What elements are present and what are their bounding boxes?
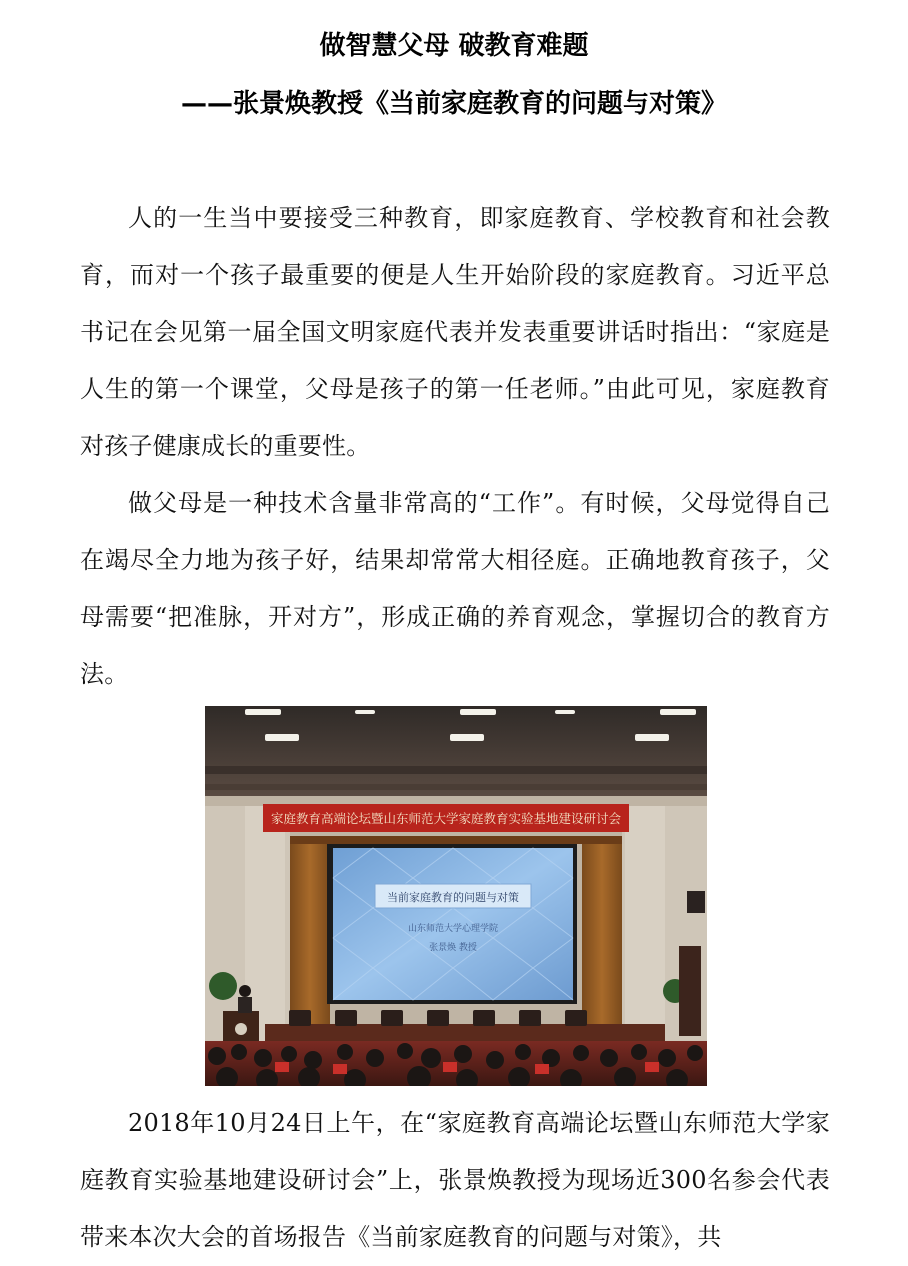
banner-text: 家庭教育高端论坛暨山东师范大学家庭教育实验基地建设研讨会 bbox=[270, 811, 622, 826]
slide-line-1: 山东师范大学心理学院 bbox=[407, 924, 499, 934]
slide-line-2: 张景焕 教授 bbox=[429, 943, 477, 953]
paragraph-intro: 人的一生当中要接受三种教育，即家庭教育、学校教育和社会教育，而对一个孩子最重要的便是人生开始阶段的家庭教育。习近平总书记在会见第一届全国文明家庭代表并发表重要讲话时指出：“家庭是人生的第一个课堂，父母是孩子的第一任老师。”由此可见，家庭教育对孩子健康成长的重要性。 bbox=[80, 204, 830, 460]
page-subtitle: ——张景焕教授《当前家庭教育的问题与对策》 bbox=[180, 89, 727, 119]
conference-photo bbox=[205, 706, 707, 1086]
paragraph-parenting: 做父母是一种技术含量非常高的“工作”。有时候，父母觉得自己在竭尽全力地为孩子好，结果却常常大相径庭。正确地教育孩子，父母需要“把准脉，开对方”，形成正确的养育观念，掌握切合的教育方法。 bbox=[80, 489, 830, 688]
page-title: 做智慧父母 破教育难题 bbox=[319, 31, 589, 61]
slide-title: 当前家庭教育的问题与对策 bbox=[387, 891, 519, 904]
paragraph-event: 2018年10月24日上午，在“家庭教育高端论坛暨山东师范大学家庭教育实验基地建设研讨会”上，张景焕教授为现场近300名参会代表带来本次大会的首场报告《当前家庭教育的问题与对策》，共 bbox=[80, 1109, 830, 1251]
